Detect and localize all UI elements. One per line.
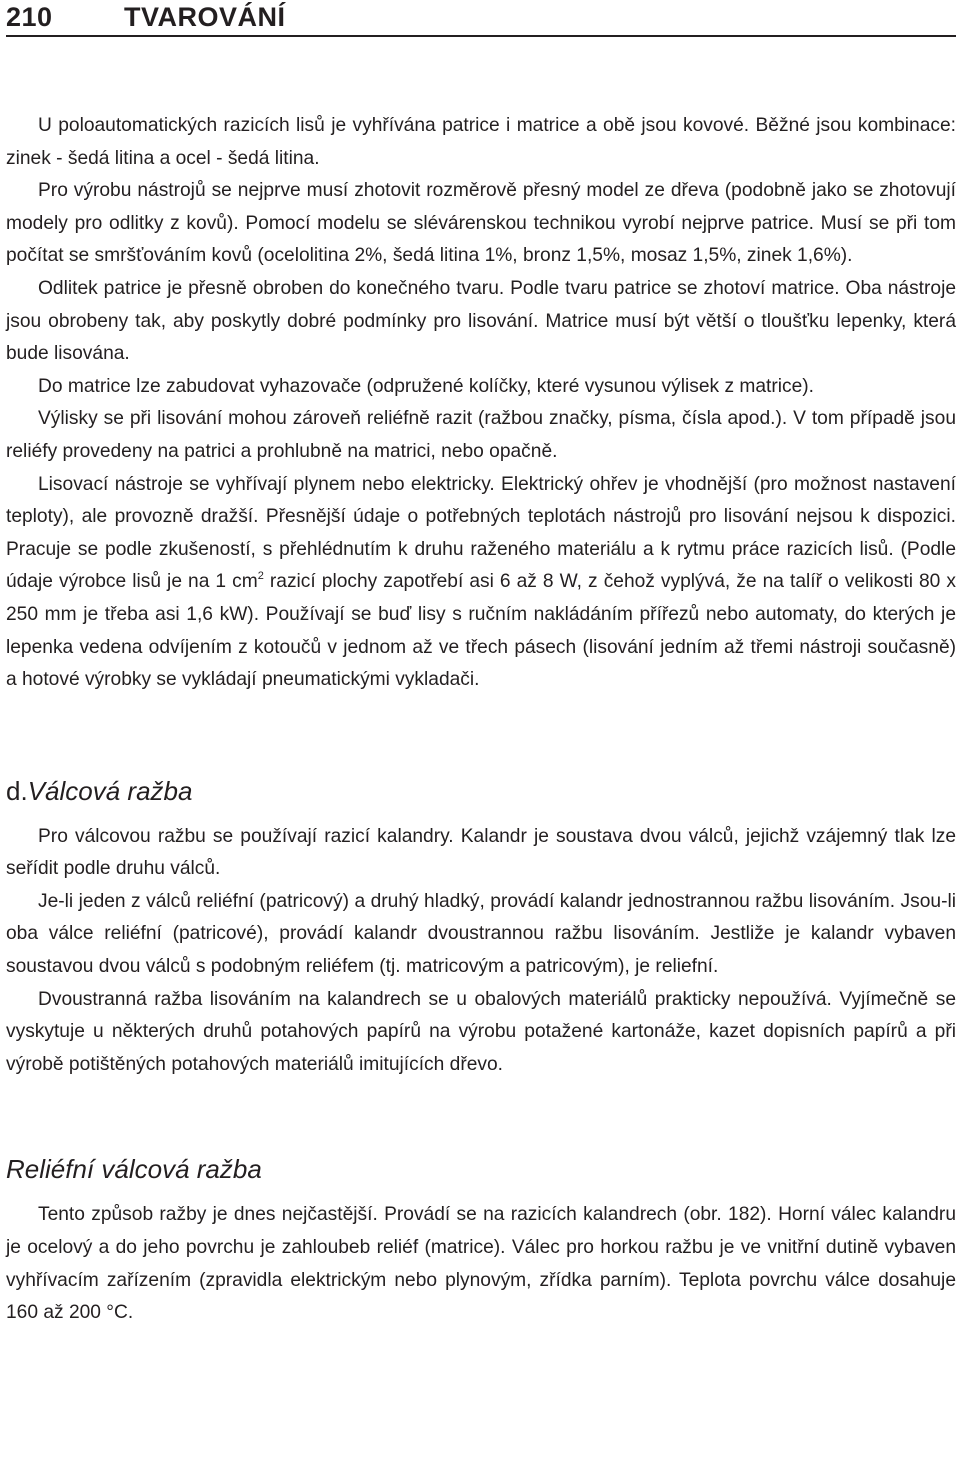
superscript: 2 [257, 570, 264, 583]
page-content [6, 110, 956, 1330]
spacer [6, 1081, 956, 1153]
paragraph: Je-li jeden z válců reliéfní (patricový) a druhý hladký, provádí kalandr jednostrannou ražbu lisováním. Jsou-li oba válce reliéfní (patricové), provádí kalandr dvoustrannou ražbu lisováním. Jestliže je kalandr vybaven soustavou dvou válců s podobným reliéfem (tj. matricovým a patricovým), je reliefní. [6, 890, 956, 978]
paragraph: Do matrice lze zabudovat vyhazovače (odpružené kolíčky, které vysunou výlisek z matrice). [38, 375, 814, 397]
running-title: TVAROVÁNÍ [124, 2, 286, 32]
paragraph: Pro válcovou ražbu se používají razicí kalandry. Kalandr je soustava dvou válců, jejichž vzájemný tlak lze seřídit podle druhu válců. [6, 825, 956, 880]
header-rule [6, 35, 956, 37]
paragraph: Tento způsob ražby je dnes nejčastější. Provádí se na razicích kalandrech (obr. 182). Horní válec kalandru je ocelový a do jeho povrchu je zahloubeb reliéf (matrice). Válec pro horkou ražbu je ve vnitřní dutině vybaven vyhřívacím zařízením (zpravidla elektrickým nebo plynovým, zřídka parním). Teplota povrchu válce dosahuje 160 až 200 °C. [6, 1204, 956, 1324]
spacer [6, 697, 956, 775]
section-heading-number: d. [6, 775, 28, 806]
paragraph-text: razicí plochy zapotřebí asi 6 až 8 W, z čehož vyplývá, že na talíř o velikosti 80 x 250 mm je třeba asi 1,6 kW). Používají se buď lisy s ručním nakládáním přířezů nebo automaty, do kterých je lepenka vedena odvíjením z kotoučů v jednom až ve třech pásech (lisování jedním až třemi nástroji současně) a hotové výrobky se vykládají pneumatickými vykladači. [6, 571, 956, 691]
section-heading [6, 775, 956, 807]
subsection-heading: Reliéfní válcová ražba [6, 1154, 262, 1185]
page-number: 210 [6, 2, 53, 32]
page-header [6, 0, 956, 40]
paragraph [6, 469, 956, 697]
paragraph: Výlisky se při lisování mohou zároveň reliéfně razit (ražbou značky, písma, čísla apod.). V tom případě jsou reliéfy provedeny na patrici a prohlubně na matrici, nebo opačně. [6, 408, 956, 462]
paragraph: Dvoustranná ražba lisováním na kalandrech se u obalových materiálů prakticky nepoužívá. Vyjímečně se vyskytuje u některých druhů potahových papírů na výrobu potažené kartonáže, kazet dopisních papírů a při výrobě potištěných potahových materiálů imitujících dřevo. [6, 988, 956, 1075]
paragraph: Pro výrobu nástrojů se nejprve musí zhotovit rozměrově přesný model ze dřeva (podobně jako se zhotovují modely pro odlitky z kovů). Pomocí modelu se slévárenskou technikou vyrobí nejprve patrice. Musí se při tom počítat se smršťováním kovů (ocelolitina 2%, šedá litina 1%, bronz 1,5%, mosaz 1,5%, zinek 1,6%). [6, 180, 956, 267]
paragraph-text: Lisovací nástroje se vyhřívají plynem nebo elektricky. Elektrický ohřev je vhodnější (pro možnost nastavení teploty), ale provozně dražší. Přesnější údaje o potřebných teplotách nástrojů pro lisování nejsou k dispozici. Pracuje se podle zkušeností, s přehlédnutím k druhu raženého materiálu a k rytmu práce razicích lisů. (Podle údaje výrobce lisů je na 1 cm [6, 473, 956, 593]
paragraph: U poloautomatických razicích lisů je vyhřívána patrice i matrice a obě jsou kovové. Běžné jsou kombinace: zinek - šedá litina a ocel - šedá litina. [6, 115, 956, 169]
paragraph: Odlitek patrice je přesně obroben do konečného tvaru. Podle tvaru patrice se zhotoví matrice. Oba nástroje jsou obrobeny tak, aby poskytly dobré podmínky pro lisování. Matrice musí být větší o tloušťku lepenky, která bude lisována. [6, 277, 956, 365]
section-heading-text: Válcová ražba [27, 775, 193, 806]
